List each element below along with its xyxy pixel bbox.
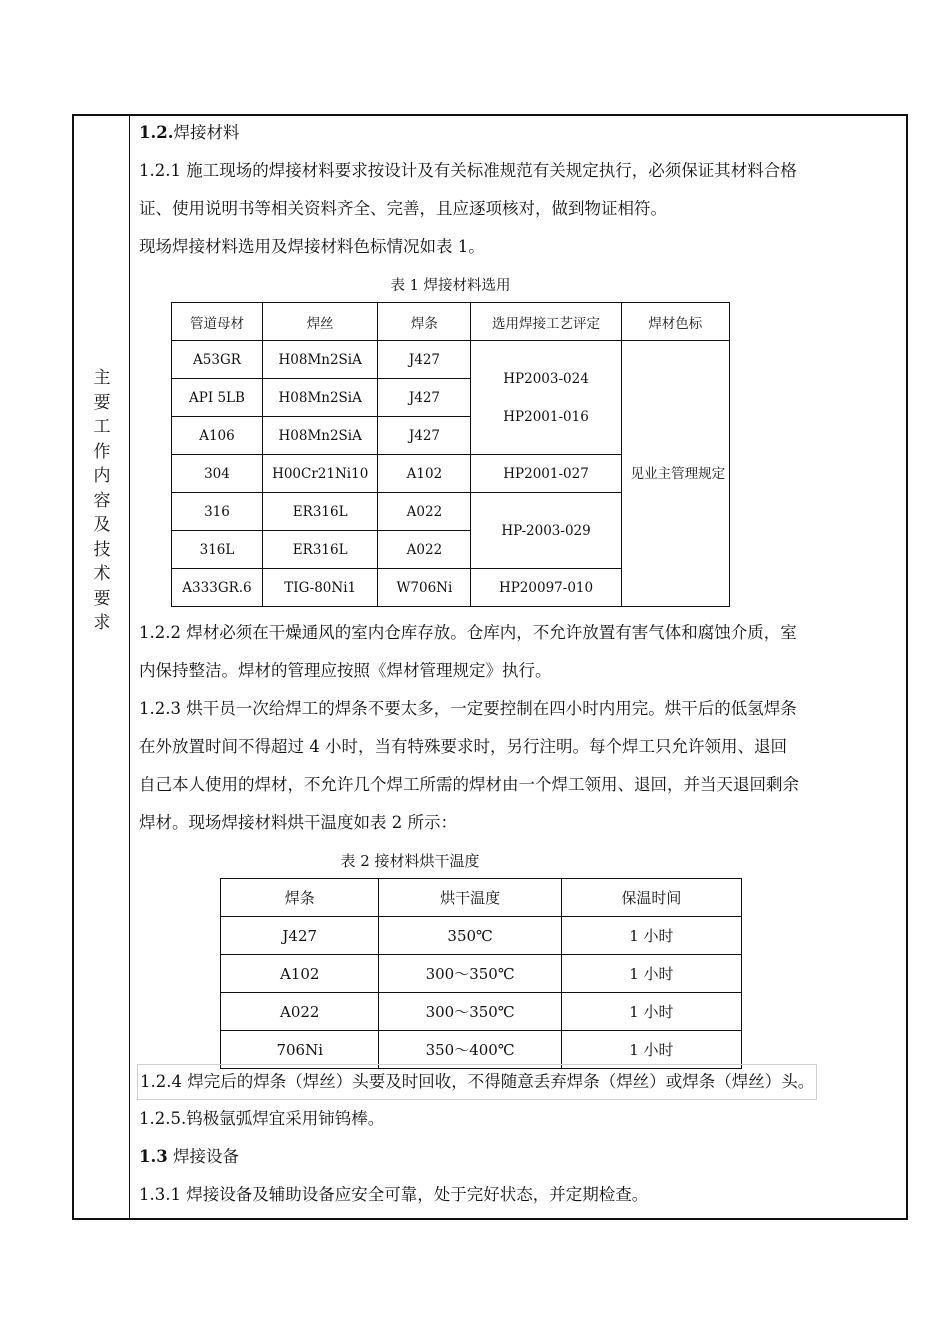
table-cell: A102 <box>378 455 471 493</box>
procedure-code: HP2003-024 <box>503 370 589 387</box>
table-row <box>221 1031 742 1069</box>
table-cell: 1 小时 <box>561 993 741 1031</box>
table-header-row <box>221 879 742 917</box>
main-content-tail <box>139 1064 901 1214</box>
table-cell: A022 <box>378 531 471 569</box>
table-cell: 300～350℃ <box>379 955 561 993</box>
highlighted-text: 1.2.4 焊完后的焊条（焊丝）头要及时回收，不得随意丢弃焊条（焊丝）或焊条（焊丝）头。 <box>137 1064 817 1100</box>
table-cell: A53GR <box>172 341 263 379</box>
side-label-char: 及 <box>93 515 111 535</box>
table-cell: ER316L <box>262 493 377 531</box>
table-header-row <box>172 303 730 341</box>
table-row <box>221 917 742 955</box>
side-label-char: 主 <box>93 368 111 388</box>
paragraph-1-2-4 <box>139 1064 901 1100</box>
table-cell: 316 <box>172 493 263 531</box>
procedure-cell: HP-2003-029 <box>471 493 621 569</box>
column-divider <box>129 114 130 1220</box>
main-content <box>139 118 901 266</box>
table-cell: W706Ni <box>378 569 471 607</box>
table-cell: 1 小时 <box>561 955 741 993</box>
column-header: 焊条 <box>221 879 379 917</box>
color-code-note: 见业主管理规定 <box>621 341 729 607</box>
paragraph-1-2-2-line: 内保持整洁。焊材的管理应按照《焊材管理规定》执行。 <box>139 661 552 680</box>
table1-caption: 表 1 焊接材料选用 <box>390 278 511 294</box>
drying-temperature-table <box>220 878 742 1069</box>
paragraph-1-2-3-line: 1.2.3 烘干员一次给焊工的焊条不要太多，一定要控制在四小时内用完。烘干后的低氢焊条 <box>139 699 797 718</box>
paragraph-1-2-3-line: 在外放置时间不得超过 4 小时，当有特殊要求时，另行注明。每个焊工只允许领用、退回 <box>139 737 787 756</box>
section-title: 焊接材料 <box>173 123 240 142</box>
side-label-char: 技 <box>93 539 111 560</box>
table-row <box>221 955 742 993</box>
side-label-char: 工 <box>93 417 111 437</box>
table-cell: 706Ni <box>221 1031 379 1069</box>
table-cell: 1 小时 <box>561 1031 741 1069</box>
paragraph-1-2-5: 1.2.5.钨极氩弧焊宜采用铈钨棒。 <box>139 1109 385 1128</box>
table-cell: A102 <box>221 955 379 993</box>
section-heading-1-3 <box>139 1138 901 1176</box>
side-label-char: 要 <box>93 392 111 413</box>
table-cell: A106 <box>172 417 263 455</box>
table-cell: H00Cr21Ni10 <box>262 455 377 493</box>
table-cell: 350～400℃ <box>379 1031 561 1069</box>
column-header: 焊条 <box>378 303 471 341</box>
side-label-char: 求 <box>93 613 111 633</box>
procedure-cell: HP20097-010 <box>471 569 621 607</box>
table-cell: H08Mn2SiA <box>262 379 377 417</box>
column-header: 烘干温度 <box>379 879 561 917</box>
procedure-cell: HP2001-027 <box>471 455 621 493</box>
side-label <box>86 366 118 636</box>
side-label-char: 术 <box>93 564 111 584</box>
table-cell: ER316L <box>262 531 377 569</box>
table-cell: J427 <box>378 341 471 379</box>
material-table <box>171 302 730 607</box>
column-header: 焊丝 <box>262 303 377 341</box>
column-header: 选用焊接工艺评定 <box>471 303 621 341</box>
column-header: 保温时间 <box>561 879 741 917</box>
paragraph-1-2-3-line: 自己本人使用的焊材，不允许几个焊工所需的焊材由一个焊工领用、退回，并当天退回剩余 <box>139 775 799 794</box>
paragraph-1-3-1: 1.3.1 焊接设备及辅助设备应安全可靠，处于完好状态，并定期检查。 <box>139 1185 649 1204</box>
column-header: 焊材色标 <box>621 303 729 341</box>
table-cell: API 5LB <box>172 379 263 417</box>
section-number: 1.3 <box>139 1147 168 1166</box>
procedure-code: HP2001-016 <box>503 408 589 425</box>
table-cell: H08Mn2SiA <box>262 417 377 455</box>
paragraph-1-2-1-line: 1.2.1 施工现场的焊接材料要求按设计及有关标准规范有关规定执行，必须保证其材料合格 <box>139 161 797 180</box>
side-label-char: 容 <box>93 490 111 511</box>
table-cell: 300～350℃ <box>379 993 561 1031</box>
table-cell: J427 <box>221 917 379 955</box>
table-cell: 304 <box>172 455 263 493</box>
side-label-char: 要 <box>93 588 111 609</box>
section-title: 焊接设备 <box>167 1147 239 1166</box>
table2-caption: 表 2 接材料烘干温度 <box>340 852 480 870</box>
paragraph-intro: 现场焊接材料选用及焊接材料色标情况如表 1。 <box>139 237 485 256</box>
table-row <box>172 341 730 379</box>
table-cell: J427 <box>378 379 471 417</box>
section-number: 1.2. <box>139 123 174 142</box>
table-cell: A022 <box>221 993 379 1031</box>
procedure-cell <box>471 341 621 455</box>
paragraph-1-2-2-line: 1.2.2 焊材必须在干燥通风的室内仓库存放。仓库内，不允许放置有害气体和腐蚀介质，室 <box>139 623 797 642</box>
main-content-continued <box>139 614 901 842</box>
table-cell: A333GR.6 <box>172 569 263 607</box>
table-row <box>221 993 742 1031</box>
side-label-char: 内 <box>93 466 111 486</box>
table-cell: A022 <box>378 493 471 531</box>
table-cell: 1 小时 <box>561 917 741 955</box>
side-label-char: 作 <box>93 441 111 462</box>
section-heading-1-2 <box>139 118 901 148</box>
column-header: 管道母材 <box>172 303 263 341</box>
table-cell: 316L <box>172 531 263 569</box>
table-cell: 350℃ <box>379 917 561 955</box>
paragraph-1-2-3-line: 焊材。现场焊接材料烘干温度如表 2 所示： <box>139 813 457 832</box>
paragraph-1-2-1-line: 证、使用说明书等相关资料齐全、完善，且应逐项核对，做到物证相符。 <box>139 199 667 218</box>
table-cell: H08Mn2SiA <box>262 341 377 379</box>
table-cell: TIG-80Ni1 <box>262 569 377 607</box>
table-cell: J427 <box>378 417 471 455</box>
